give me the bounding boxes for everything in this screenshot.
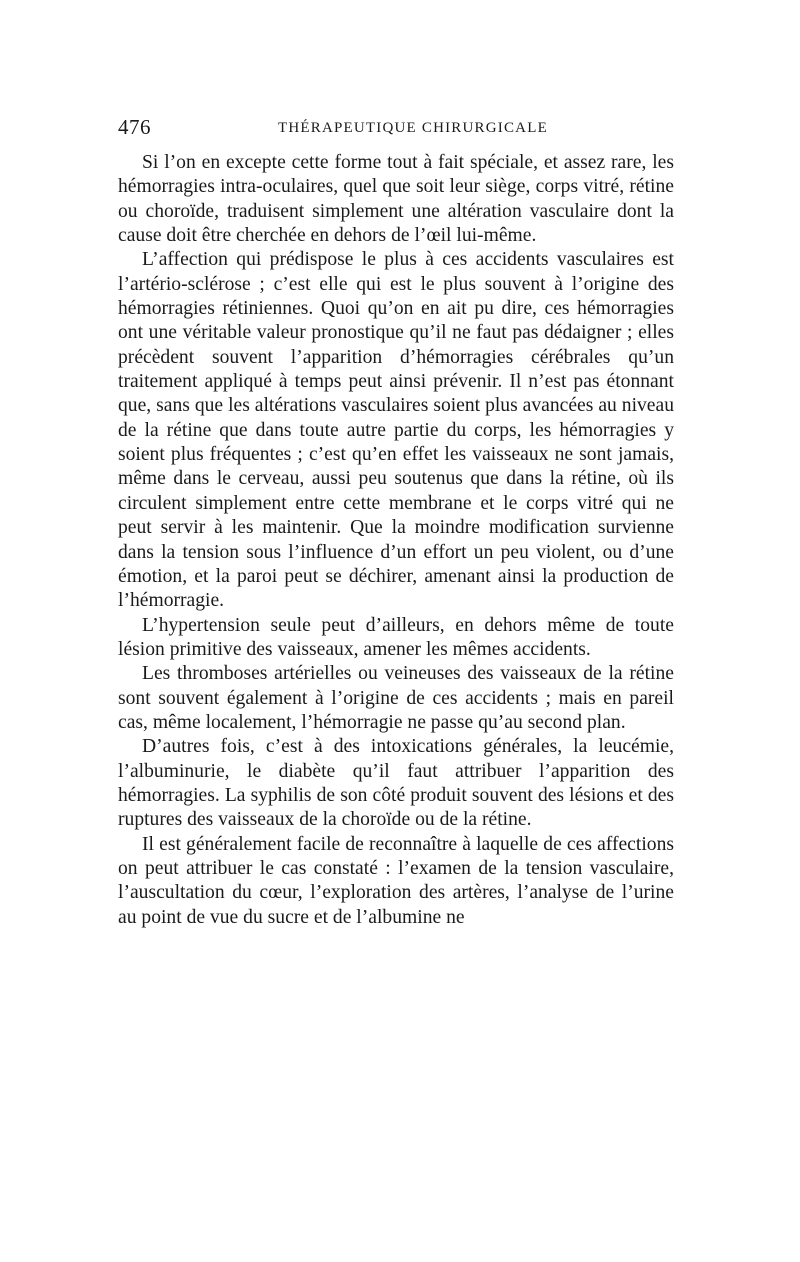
paragraph-3: L’hypertension seule peut d’ailleurs, en dehors même de toute lésion primitive des vaisseaux, amener les mêmes accidents. [118,614,674,660]
running-head [118,112,674,142]
body-text [118,151,674,930]
paragraph-5: D’autres fois, c’est à des intoxications générales, la leucémie, l’albuminurie, le diabète qu’il faut attribuer l’apparition des hémorragies. La syphilis de son côté produit souvent des lésions et des ruptures des vaisseaux de la choroïde ou de la rétine. [118,736,674,831]
paragraph-2: L’affection qui prédispose le plus à ces accidents vasculaires est l’artério-sclérose ; c’est elle qui est le plus souvent à l’origine des hémorragies rétiniennes. Quoi qu’on en ait pu dire, ces hémorragies ont une véritable valeur pronostique qu’il ne faut pas dédaigner ; elles précèdent souvent l’apparition d’hémorragies cérébrales qu’un traitement appliqué à temps peut ainsi prévenir. Il n’est pas étonnant que, sans que les altérations vasculaires soient plus avancées au niveau de la rétine que dans toute autre partie du corps, les hémorragies y soient plus fréquentes ; c’est qu’en effet les vaisseaux ne sont jamais, même dans le cerveau, aussi peu soutenus que dans la rétine, où ils circulent simplement entre cette membrane et le corps vitré qui ne peut servir à les maintenir. Que la moindre modification survienne dans la tension sous l’influence d’un effort un peu violent, ou d’une émotion, et la paroi peut se déchirer, amenant ainsi la production de l’hémorragie. [118,249,674,612]
paragraph-1: Si l’on en excepte cette forme tout à fait spéciale, et assez rare, les hémorragies intra-oculaires, quel que soit leur siège, corps vitré, rétine ou choroïde, traduisent simplement une altération vasculaire dont la cause doit être cherchée en dehors de l’œil lui-même. [118,152,674,247]
running-title: THÉRAPEUTIQUE CHIRURGICALE [278,120,548,136]
page-number: 476 [118,115,151,139]
paragraph-6: Il est généralement facile de reconnaître à laquelle de ces affections on peut attribuer le cas constaté : l’examen de la tension vasculaire, l’auscultation du cœur, l’exploration des artères, l’analyse de l’urine au point de vue du sucre et de l’albumine ne [118,833,674,928]
paragraph-4: Les thromboses artérielles ou veineuses des vaisseaux de la rétine sont souvent également à l’origine de ces accidents ; mais en pareil cas, même localement, l’hémorragie ne passe qu’au second plan. [118,663,674,733]
